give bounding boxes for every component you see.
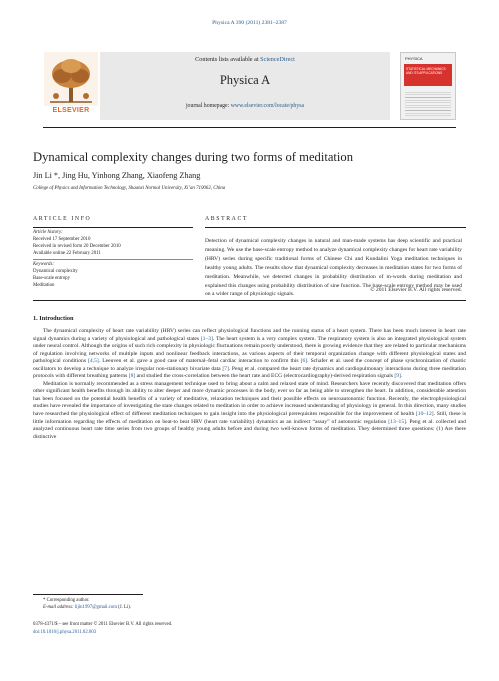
paragraph-text: . The heart system is a very complex system. The respiratory system is also an integrated physiological system under neural control. Although the origins of such rich complexity in physiologic fluctuations remain poorly understood, there is growing evidence that they are related to particular mechanisms of regulation involving networks of multiple inputs and nonlinear feedback interactions, as various aspects of their temporal organization change with different physiological states and pathological conditions bbox=[33, 335, 466, 365]
email-label: E-mail address: bbox=[43, 605, 75, 610]
corresponding-author-note: * Corresponding author. bbox=[43, 598, 90, 603]
keywords-rule bbox=[33, 259, 193, 260]
journal-name: Physica A bbox=[219, 73, 271, 87]
history-received: Received 17 September 2010 bbox=[33, 237, 91, 242]
citation-ref-link[interactable]: [6] bbox=[300, 358, 308, 365]
homepage-prefix: journal homepage: bbox=[185, 103, 231, 109]
issn-line: 0378-4371/$ – see front matter © 2011 Elsevier B.V. All rights reserved. bbox=[33, 622, 173, 627]
cover-subtitle: STATISTICAL MECHANICS AND ITS APPLICATIONS bbox=[406, 67, 446, 75]
abstract-heading: ABSTRACT bbox=[205, 216, 249, 222]
paragraph-text: and studied the cross-correlation between the heart rate and ECG (electrocardiography)-derived respiration signals bbox=[135, 373, 395, 380]
citation-ref-link[interactable]: [4,5] bbox=[88, 358, 99, 365]
keyword-item: Dynamical complexity bbox=[33, 269, 78, 274]
citation-ref-link[interactable]: [1–3] bbox=[200, 335, 213, 342]
section-heading-introduction: 1. Introduction bbox=[33, 315, 74, 322]
paragraph-text: . Leeuven et al. gave a good case of maternal–fetal cardiac interaction to confirm this bbox=[98, 358, 301, 365]
homepage-link[interactable]: www.elsevier.com/locate/physa bbox=[230, 103, 305, 109]
cover-text-lines bbox=[405, 90, 451, 116]
article-info-heading: ARTICLE INFO bbox=[33, 216, 92, 222]
elsevier-wordmark: ELSEVIER bbox=[52, 107, 90, 114]
paragraph-text: . bbox=[400, 373, 403, 380]
abstract-text: Detection of dynamical complexity changes in natural and man-made systems has deep scientific and practical meaning. We use the base-scale entropy method to analyze dynamical complexity changes for heart rate variability (HRV) series during specific traditional forms of Chinese Chi and Kundalini Yoga meditation techniques in healthy young adults. The results show that dynamical complexity decreases in meditation states for two forms of meditation. Meanwhile, we detected changes in probability distribution of m-words during meditation and explained this changes using probability distribution of sine function. The base-scale entropy method may be used on a wider range of physiologic signals. bbox=[205, 238, 462, 298]
abstract-bottom-rule bbox=[33, 300, 466, 301]
history-online: Available online 22 February 2011 bbox=[33, 250, 101, 256]
article-authors: Jin Li *, Jing Hu, Yinhong Zhang, Xiaofeng Zhang bbox=[33, 171, 201, 180]
sciencedirect-link[interactable]: ScienceDirect bbox=[260, 56, 295, 63]
citation-ref-link[interactable]: [7] bbox=[222, 365, 229, 372]
journal-citation: Physica A 390 (2011) 2381–2387 bbox=[212, 20, 287, 26]
paragraph-text: . Schafer et al. used the concept of phase synchronization of chaotic oscillators to develop a technique to analyze irregular non-stationary bivariate data bbox=[33, 358, 466, 372]
author-affiliation: College of Physics and Information Technology, Shaanxi Normal University, Xi’an 710062, China bbox=[33, 186, 226, 191]
citation-ref-link[interactable]: [8] bbox=[128, 373, 136, 380]
contents-prefix: Contents lists available at bbox=[195, 56, 261, 63]
article-history-label: Article history: bbox=[33, 230, 63, 235]
email-footnote bbox=[43, 605, 131, 610]
journal-homepage-line bbox=[100, 103, 390, 109]
paragraph-text: . Peng et al. compared the heart rate dynamics and cardiopulmonary interactions during three meditation protocols with different breathing patterns bbox=[33, 365, 466, 380]
email-suffix: (J. Li). bbox=[116, 605, 132, 610]
paragraph-text: . Peng et al. collected and analyzed continuous heart rate time series from two groups of healthy young adults before and during two well-known forms of meditation. They determined three questions: (1) Are there distinctive bbox=[33, 418, 466, 440]
keywords-list bbox=[33, 269, 198, 290]
citation-ref-link[interactable]: [10–12] bbox=[415, 411, 434, 418]
introduction-body bbox=[33, 328, 466, 441]
introduction-paragraph-1 bbox=[33, 328, 466, 381]
contents-available-line bbox=[100, 56, 390, 63]
abstract-copyright: © 2011 Elsevier B.V. All rights reserved. bbox=[370, 287, 462, 293]
paragraph-text: Meditation is normally recommended as a stress management technique used to bring about a calm and relaxed state of mind. Researchers have recently discovered that meditation offers other significant health benefits through its ability to alter deeper and more dynamic processes in the body, ever so far as being able to strengthen the heart. In addition, considerable attention has been focused on the potential health benefits of a variety of meditative, relaxation techniques and their possible effects on neuroautonomic function. Recently, the electrophysiological studies have revealed the importance of investigating the state changes related to meditation in order to achieve increased understanding of physiology in general. In this direction, many studies have researched the physiological effect of different meditation techniques to gain insight into the physiological prerequisites responsible for the improvement of health bbox=[33, 380, 466, 418]
footnote-rule bbox=[33, 594, 143, 595]
article-title: Dynamical complexity changes during two forms of meditation bbox=[33, 150, 354, 164]
header-rule bbox=[43, 127, 456, 128]
keyword-item: Base-scale entropy bbox=[33, 275, 71, 281]
doi-line bbox=[33, 630, 96, 635]
doi-link[interactable]: doi:10.1016/j.physa.2011.02.003 bbox=[33, 630, 97, 635]
citation-ref-link[interactable]: [13–15] bbox=[388, 418, 406, 425]
article-info-rule bbox=[33, 227, 193, 228]
paragraph-text: . Still, these is little information regarding the effects of meditation on beat-to beat HRV (heart rate variability) dynamics as an indirect “assay” of autonomic regulation bbox=[33, 411, 466, 425]
cover-title: PHYSICA bbox=[405, 56, 423, 61]
abstract-rule bbox=[205, 227, 466, 228]
author-email-link[interactable]: lijin1997@gmail.com bbox=[74, 605, 117, 610]
paragraph-text: The dynamical complexity of heart rate variability (HRV) series can reflect physiological functions and the running status of a heart system. There has been much interest in heart rate signal dynamics during a variety of physiological and pathological states bbox=[33, 328, 466, 342]
keyword-item: Meditation bbox=[33, 282, 55, 288]
citation-ref-link[interactable]: [9] bbox=[394, 373, 401, 380]
keywords-label: Keywords: bbox=[33, 262, 55, 267]
introduction-paragraph-2 bbox=[33, 381, 466, 441]
article-history-list bbox=[33, 237, 198, 258]
history-revised: Received in revised form 20 December 2010 bbox=[33, 243, 121, 249]
